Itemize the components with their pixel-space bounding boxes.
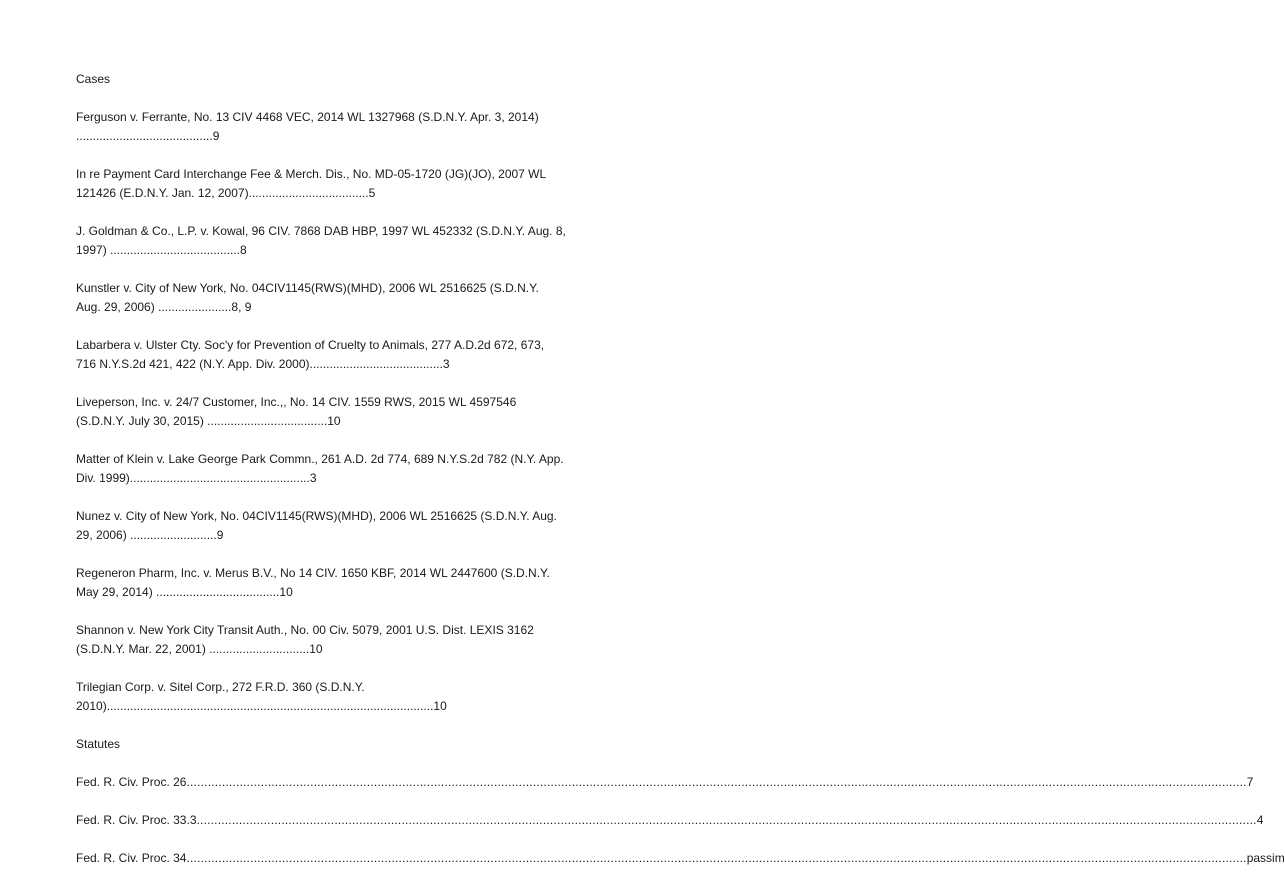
case-entry-goldman: J. Goldman & Co., L.P. v. Kowal, 96 CIV. 7868 DAB HBP, 1997 WL 452332 (S.D.N.Y. Aug. 8, 1997) .......................................8 <box>76 224 566 257</box>
statutes-heading: Statutes <box>76 737 121 751</box>
case-entry-trilegian: Trilegian Corp. v. Sitel Corp., 272 F.R.D. 360 (S.D.N.Y. 2010)..................................................................................................10 <box>76 680 447 713</box>
statute-entry-rule-26 <box>76 773 1254 792</box>
case-entry-labarbera: Labarbera v. Ulster Cty. Soc'y for Prevention of Cruelty to Animals, 277 A.D.2d 672, 673, 716 N.Y.S.2d 421, 422 (N.Y. App. Div. 2000)........................................3 <box>76 338 545 371</box>
statute-citation: Fed. R. Civ. Proc. 33.3 <box>76 813 197 827</box>
case-entry-nunez: Nunez v. City of New York, No. 04CIV1145(RWS)(MHD), 2006 WL 2516625 (S.D.N.Y. Aug. 29, 2006) ..........................9 <box>76 509 557 542</box>
case-entry-ferguson: Ferguson v. Ferrante, No. 13 CIV 4468 VEC, 2014 WL 1327968 (S.D.N.Y. Apr. 3, 2014) .........................................9 <box>76 110 539 143</box>
cases-heading: Cases <box>76 72 111 86</box>
statute-page: 7 <box>1246 775 1254 789</box>
case-entry-shannon: Shannon v. New York City Transit Auth., No. 00 Civ. 5079, 2001 U.S. Dist. LEXIS 3162 (S.D.N.Y. Mar. 22, 2001) ..............................10 <box>76 623 534 656</box>
case-entry-regeneron: Regeneron Pharm, Inc. v. Merus B.V., No 14 CIV. 1650 KBF, 2014 WL 2447600 (S.D.N.Y. May 29, 2014) .....................................10 <box>76 566 550 599</box>
statute-page: passim <box>1246 851 1285 865</box>
statute-page: 4 <box>1256 813 1264 827</box>
case-entry-kunstler: Kunstler v. City of New York, No. 04CIV1145(RWS)(MHD), 2006 WL 2516625 (S.D.N.Y. Aug. 29, 2006) ......................8, 9 <box>76 281 539 314</box>
dot-leader: ............................................................................................................................................................................................................................................................................................................ <box>186 851 1247 865</box>
statute-citation: Fed. R. Civ. Proc. 34 <box>76 851 187 865</box>
case-entry-payment-card: In re Payment Card Interchange Fee & Merch. Dis., No. MD-05-1720 (JG)(JO), 2007 WL 121426 (E.D.N.Y. Jan. 12, 2007)....................................5 <box>76 167 546 200</box>
case-entry-klein: Matter of Klein v. Lake George Park Commn., 261 A.D. 2d 774, 689 N.Y.S.2d 782 (N.Y. App. Div. 1999)......................................................3 <box>76 452 564 485</box>
dot-leader: ............................................................................................................................................................................................................................................................................................................ <box>186 775 1247 789</box>
document-page <box>76 70 1285 887</box>
case-entry-liveperson: Liveperson, Inc. v. 24/7 Customer, Inc.,, No. 14 CIV. 1559 RWS, 2015 WL 4597546 (S.D.N.Y. July 30, 2015) ....................................10 <box>76 395 517 428</box>
statute-entry-rule-34 <box>76 849 1285 868</box>
dot-leader: ............................................................................................................................................................................................................................................................................................................ <box>196 813 1257 827</box>
statute-entry-rule-33-3 <box>76 811 1264 830</box>
statute-citation: Fed. R. Civ. Proc. 26 <box>76 775 187 789</box>
